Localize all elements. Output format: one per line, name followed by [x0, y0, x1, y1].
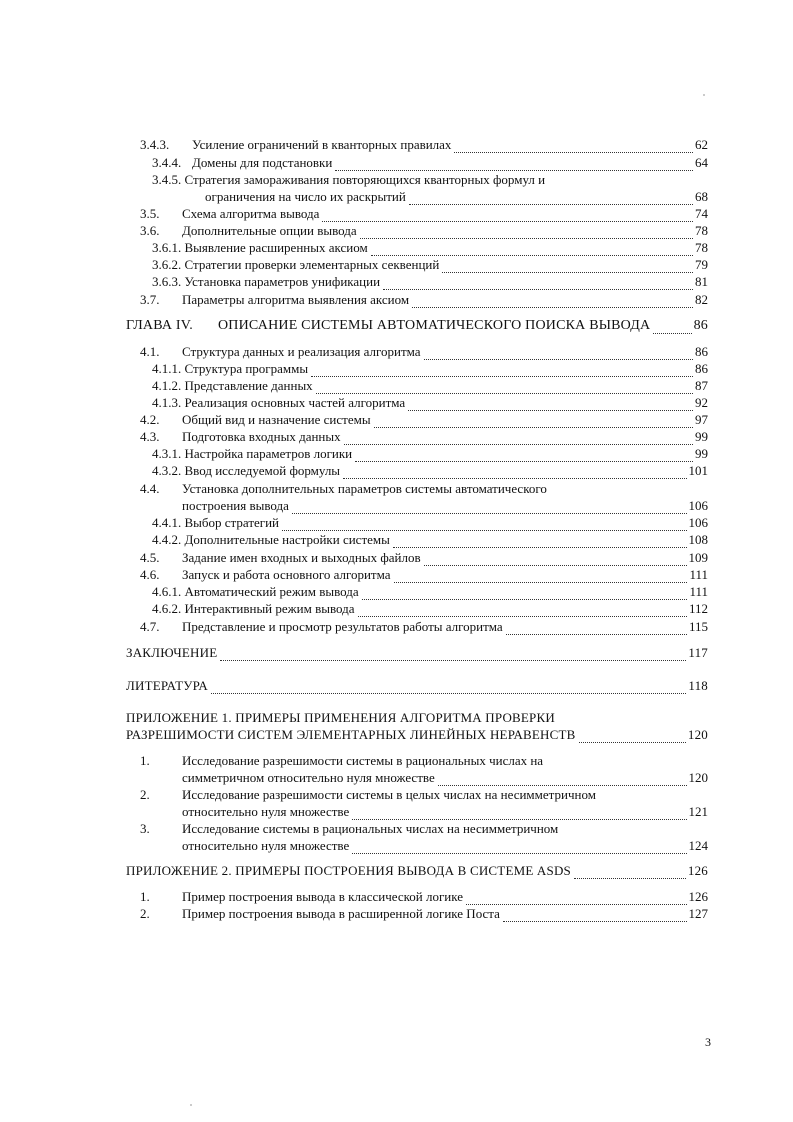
toc-entry — [152, 273, 708, 290]
toc-entry-title: Установка параметров унификации — [184, 274, 381, 289]
toc-entry — [152, 377, 708, 394]
toc-entry-page: 115 — [688, 619, 708, 634]
toc-entry — [140, 752, 543, 769]
toc-entry-title: Установка дополнительных параметров системы автоматического — [182, 481, 547, 496]
toc-entry-page: 81 — [695, 274, 708, 289]
toc-entry-title: Подготовка входных данных — [182, 429, 341, 444]
scan-speck — [703, 94, 705, 96]
toc-entry-page: 97 — [695, 412, 708, 427]
toc-entry-number: 3.4.4. — [152, 155, 182, 170]
toc-entry-number: 4.1.1. — [152, 361, 182, 376]
toc-entry — [140, 888, 708, 905]
toc-entry — [152, 171, 545, 188]
toc-entry-number: 4.3.1. — [152, 446, 182, 461]
toc-entry-number: 3.5. — [140, 206, 160, 221]
toc-entry-page: 121 — [688, 804, 708, 819]
toc-appendix-entry-continuation — [126, 726, 708, 743]
toc-entry-number: 1. — [140, 753, 150, 768]
toc-entry-page: 62 — [695, 137, 708, 152]
toc-appendix-entry — [126, 709, 555, 726]
leader-dots — [442, 260, 693, 273]
leader-dots — [412, 295, 693, 308]
toc-entry-title: Дополнительные настройки системы — [184, 532, 390, 547]
page-number: 3 — [705, 1035, 711, 1049]
toc-entry-title: Структура данных и реализация алгоритма — [182, 344, 421, 359]
leader-dots — [409, 192, 693, 205]
toc-entry-title: Выявление расширенных аксиом — [184, 240, 368, 255]
toc-entry-page: 109 — [688, 550, 708, 565]
toc-entry-title: Выбор стратегий — [184, 515, 280, 530]
toc-entry — [152, 239, 708, 256]
leader-dots — [574, 866, 686, 879]
toc-entry-continuation — [182, 837, 708, 854]
toc-entry — [152, 600, 708, 617]
leader-dots — [653, 321, 691, 334]
toc-entry-number: 4.3.2. — [152, 463, 182, 478]
toc-entry-page: 112 — [688, 601, 708, 616]
toc-entry-page: 124 — [688, 838, 708, 853]
toc-entry-page: 101 — [688, 463, 708, 478]
toc-entry-number: 4.4.1. — [152, 515, 182, 530]
toc-entry-number: 3.4.3. — [140, 137, 170, 152]
toc-entry-number: 4.6.2. — [152, 601, 182, 616]
scan-speck — [190, 1104, 192, 1106]
toc-entry-title: ОПИСАНИЕ СИСТЕМЫ АВТОМАТИЧЕСКОГО ПОИСКА ВЫВОДА — [218, 318, 651, 333]
leader-dots — [362, 587, 688, 600]
toc-entry — [152, 360, 708, 377]
toc-entry — [152, 462, 708, 479]
toc-entry-page: 118 — [688, 678, 708, 693]
toc-entry-page: 87 — [695, 378, 708, 393]
leader-dots — [371, 243, 693, 256]
toc-entry-page: 111 — [689, 584, 708, 599]
toc-entry-title: ЗАКЛЮЧЕНИЕ — [126, 645, 218, 660]
toc-entry-title: Пример построения вывода в классической логике — [182, 889, 463, 904]
toc-entry-number: 4.4.2. — [152, 532, 182, 547]
toc-entry-page: 78 — [695, 240, 708, 255]
toc-entry-page: 127 — [688, 906, 708, 921]
leader-dots — [282, 518, 686, 531]
toc-entry-page: 106 — [688, 498, 708, 513]
toc-entry-page: 86 — [695, 361, 708, 376]
toc-entry-title: ПРИЛОЖЕНИЕ 2. ПРИМЕРЫ ПОСТРОЕНИЯ ВЫВОДА В СИСТЕМЕ ASDS — [126, 863, 571, 878]
toc-entry-continuation — [205, 188, 708, 205]
leader-dots — [335, 158, 693, 171]
toc-entry-number: 4.6.1. — [152, 584, 182, 599]
toc-appendix-entry — [126, 862, 708, 879]
toc-entry — [140, 786, 596, 803]
toc-entry-number: 2. — [140, 906, 150, 921]
toc-entry-page: 106 — [688, 515, 708, 530]
toc-entry — [152, 256, 708, 273]
toc-entry-title: Реализация основных частей алгоритма — [184, 395, 406, 410]
toc-entry-title: РАЗРЕШИМОСТИ СИСТЕМ ЭЛЕМЕНТАРНЫХ ЛИНЕЙНЫХ НЕРАВЕНСТВ — [126, 727, 576, 742]
toc-entry-page: 126 — [688, 889, 708, 904]
toc-entry — [140, 480, 547, 497]
leader-dots — [220, 648, 686, 661]
toc-entry-title: Схема алгоритма вывода — [182, 206, 320, 221]
toc-entry-title: построения вывода — [182, 498, 289, 513]
leader-dots — [383, 277, 693, 290]
toc-entry-number: 4.5. — [140, 550, 160, 565]
leader-dots — [579, 730, 686, 743]
toc-entry — [152, 531, 708, 548]
toc-entry-title: ПРИЛОЖЕНИЕ 1. ПРИМЕРЫ ПРИМЕНЕНИЯ АЛГОРИТМА ПРОВЕРКИ — [126, 710, 555, 725]
toc-entry-title: Пример построения вывода в расширенной логике Поста — [182, 906, 500, 921]
toc-entry-title: Усиление ограничений в кванторных правилах — [192, 137, 452, 152]
toc-entry-continuation — [182, 497, 708, 514]
toc-entry — [140, 820, 558, 837]
toc-entry-page: 99 — [695, 429, 708, 444]
toc-entry-page: 99 — [695, 446, 708, 461]
toc-entry-number: 3.6.3. — [152, 274, 182, 289]
toc-entry-title: Домены для подстановки — [192, 155, 333, 170]
toc-entry-title: Настройка параметров логики — [184, 446, 353, 461]
toc-entry-title: Исследование системы в рациональных числах на несимметричном — [182, 821, 559, 836]
leader-dots — [344, 432, 693, 445]
toc-entry-page: 82 — [695, 292, 708, 307]
toc-entry-number: 4.1.2. — [152, 378, 182, 393]
toc-entry-title: Автоматический режим вывода — [184, 584, 359, 599]
toc-entry — [152, 394, 708, 411]
toc-entry-number: 4.6. — [140, 567, 160, 582]
leader-dots — [408, 398, 693, 411]
toc-entry-title: Интерактивный режим вывода — [184, 601, 355, 616]
toc-entry-title: Структура программы — [184, 361, 309, 376]
toc-entry-number: 4.3. — [140, 429, 160, 444]
toc-entry — [152, 514, 708, 531]
leader-dots — [311, 364, 693, 377]
toc-chapter-entry — [126, 644, 708, 661]
toc-entry-page: 74 — [695, 206, 708, 221]
toc-entry-page: 111 — [689, 567, 708, 582]
leader-dots — [360, 226, 693, 239]
toc-entry — [140, 411, 708, 428]
toc-entry-page: 68 — [695, 189, 708, 204]
toc-chapter-entry — [126, 677, 708, 694]
toc-entry-number: ГЛАВА IV. — [126, 318, 193, 333]
leader-dots — [424, 553, 687, 566]
toc-entry-page: 86 — [693, 318, 708, 333]
toc-entry — [140, 343, 708, 360]
toc-entry-number: 4.7. — [140, 619, 160, 634]
leader-dots — [466, 892, 687, 905]
toc-entry-title: Представление и просмотр результатов работы алгоритма — [182, 619, 503, 634]
toc-entry-title: Исследование разрешимости системы в целых числах на несимметричном — [182, 787, 596, 802]
leader-dots — [352, 841, 686, 854]
toc-entry-title: Общий вид и назначение системы — [182, 412, 371, 427]
toc-entry-title: симметричном относительно нуля множестве — [182, 770, 435, 785]
toc-entry-title: Дополнительные опции вывода — [182, 223, 357, 238]
toc-entry — [140, 154, 708, 171]
toc-entry-page: 64 — [695, 155, 708, 170]
toc-entry — [140, 136, 708, 153]
toc-entry-page: 86 — [695, 344, 708, 359]
toc-entry — [152, 445, 708, 462]
toc-entry — [140, 205, 708, 222]
leader-dots — [506, 622, 687, 635]
toc-entry-number: 3.4.5. — [152, 172, 182, 187]
toc-entry-page: 117 — [688, 645, 708, 660]
toc-entry-title: Параметры алгоритма выявления аксиом — [182, 292, 410, 307]
toc-entry-number: 4.1.3. — [152, 395, 182, 410]
toc-entry-number: 3. — [140, 821, 150, 836]
toc-entry-page: 120 — [688, 770, 708, 785]
toc-entry-title: Задание имен входных и выходных файлов — [182, 550, 421, 565]
toc-entry-page: 78 — [695, 223, 708, 238]
toc-entry — [140, 905, 708, 922]
toc-entry-number: 3.6.2. — [152, 257, 182, 272]
leader-dots — [503, 909, 687, 922]
toc-entry-number: 3.6. — [140, 223, 160, 238]
toc-entry-title: Представление данных — [184, 378, 313, 393]
leader-dots — [394, 570, 688, 583]
leader-dots — [355, 449, 693, 462]
leader-dots — [424, 347, 693, 360]
leader-dots — [438, 773, 687, 786]
toc-entry-title: Стратегия замораживания повторяющихся кванторных формул и — [184, 172, 546, 187]
leader-dots — [211, 681, 686, 694]
leader-dots — [352, 807, 686, 820]
toc-entry-title: Запуск и работа основного алгоритма — [182, 567, 391, 582]
toc-entry-number: 4.1. — [140, 344, 160, 359]
toc-entry-page: 126 — [687, 863, 708, 878]
toc-entry-number: 1. — [140, 889, 150, 904]
toc-entry-title: ЛИТЕРАТУРА — [126, 678, 208, 693]
toc-entry-title: относительно нуля множестве — [182, 838, 350, 853]
toc-chapter-entry — [126, 317, 708, 334]
leader-dots — [393, 535, 687, 548]
toc-entry-continuation — [182, 769, 708, 786]
toc-entry-number: 4.2. — [140, 412, 160, 427]
toc-entry-title: Стратегии проверки элементарных секвенций — [184, 257, 440, 272]
toc-entry-title: Ввод исследуемой формулы — [184, 463, 341, 478]
toc-entry — [140, 618, 708, 635]
toc-entry-page: 108 — [688, 532, 708, 547]
toc-entry-continuation — [182, 803, 708, 820]
toc-entry — [140, 222, 708, 239]
toc-entry-number: 3.6.1. — [152, 240, 182, 255]
leader-dots — [322, 209, 693, 222]
toc-entry-number: 4.4. — [140, 481, 160, 496]
leader-dots — [292, 501, 687, 514]
toc-entry — [140, 549, 708, 566]
toc-entry-number: 3.7. — [140, 292, 160, 307]
toc-entry-page: 79 — [695, 257, 708, 272]
toc-entry — [140, 291, 708, 308]
toc-entry-number: 2. — [140, 787, 150, 802]
leader-dots — [454, 140, 693, 153]
leader-dots — [374, 415, 693, 428]
toc-entry-page: 92 — [695, 395, 708, 410]
leader-dots — [358, 604, 687, 617]
toc-entry — [140, 428, 708, 445]
toc-entry — [140, 566, 708, 583]
toc-entry-title: относительно нуля множестве — [182, 804, 350, 819]
toc-entry-title: Исследование разрешимости системы в рациональных числах на — [182, 753, 544, 768]
toc-entry-page: 120 — [687, 727, 708, 742]
toc-entry-title: ограничения на число их раскрытий — [205, 189, 406, 204]
leader-dots — [343, 466, 686, 479]
leader-dots — [316, 381, 693, 394]
toc-entry — [152, 583, 708, 600]
